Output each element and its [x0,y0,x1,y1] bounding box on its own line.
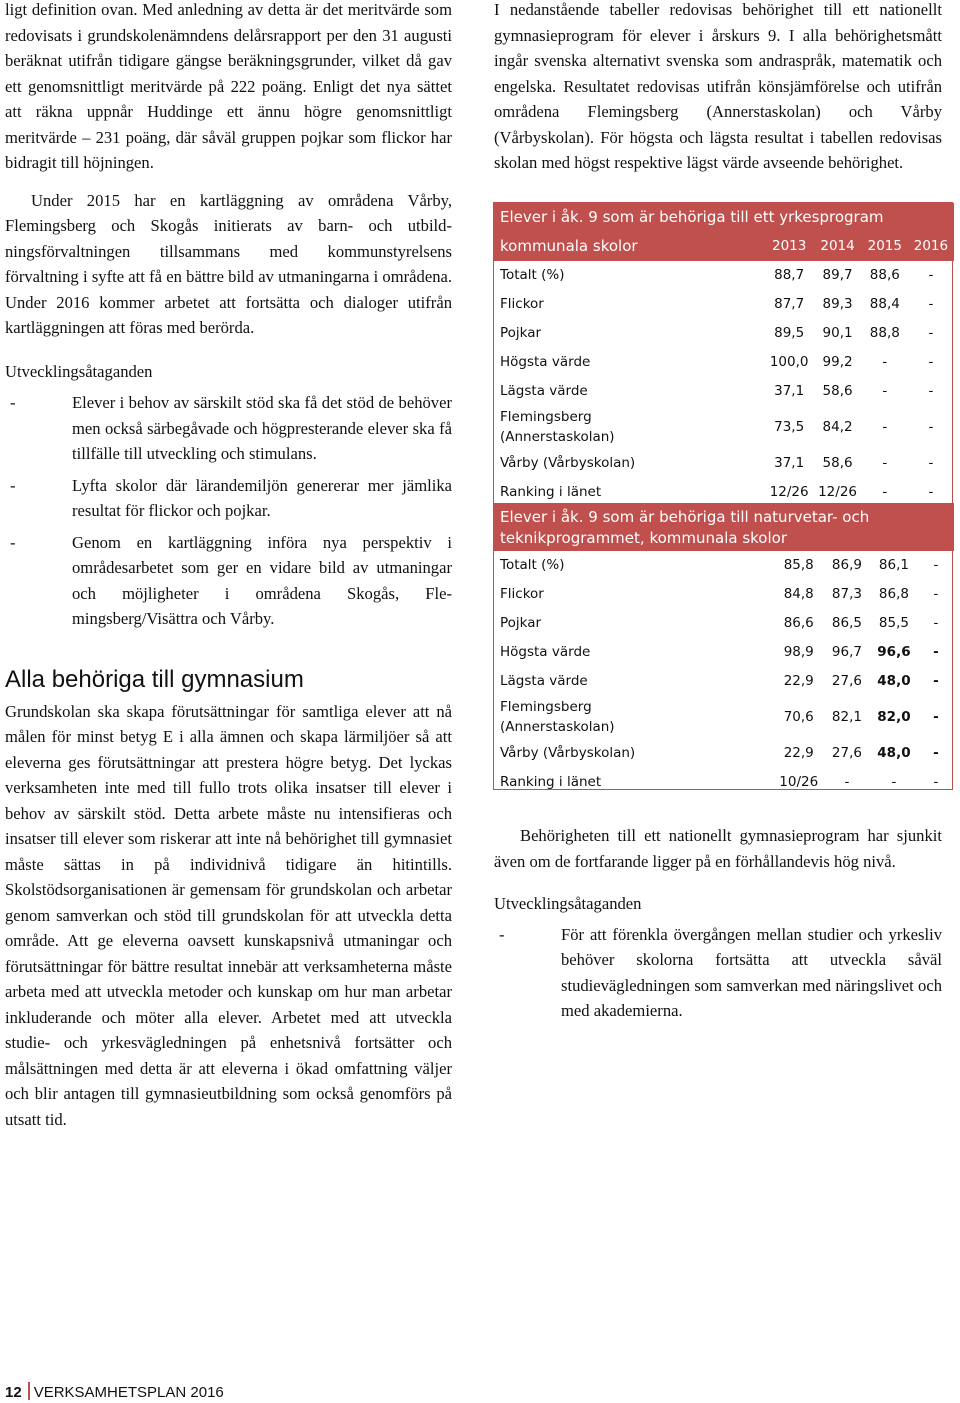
right-subheading: Utvecklingsåtaganden [494,894,642,913]
table-cell: 98,9 [774,638,824,667]
section-title: Alla behöriga till gymnasium [5,665,304,693]
list-item: - Genom en kartläggning införa nya perspektiv i områdesarbetet som ger en vidare bild av utmaningar och möjligheter i områdena Skogås, Flemingsberg/Visättra och Vårby. [10,532,452,628]
table-cell: - [908,406,954,449]
table-cell: 37,1 [765,377,813,406]
table-cell: 10/26 [774,768,824,797]
left-subheading: Utvecklingsåtaganden [5,361,153,381]
table-cell: 88,8 [862,319,908,348]
left-paragraph-1: ligt definition ovan. Med anledning av detta är det meritvärde som redovisats i grundskolenämndens delårsrapport per den 31 augusti beräknat utifrån tidigare gängse beräkningsgrunder, vilket då gav ett genomsnittligt meritvärde på 222 poäng. Enligt det nya sättet att räkna uppnår Huddinge ett ännu högre genomsnittligt meritvärde – 231 poäng, där såväl gruppen pojkar som flickor har bidragit till höjningen. [5,0,452,172]
table-cell: - [918,696,954,739]
year-header: 2014 [813,231,861,261]
list-item-text: För att förenkla övergången mellan studier och yrkesliv behöver skolorna fortsätta att utveckla såväl studievägledningen som samverkan med näringslivet och med akademierna. [561,924,942,1020]
right-column-lower [494,823,942,1024]
table-cell: 84,2 [813,406,861,449]
table-cell: 70,6 [774,696,824,739]
table-cell: 88,6 [862,261,908,290]
row-label: Totalt (%) [494,261,765,290]
page-footer [5,1382,224,1401]
table-cell: - [918,580,954,609]
row-label: Ranking i länet [494,478,765,507]
table-cell: 87,7 [765,290,813,319]
row-label: Flickor [494,290,765,319]
table-subtitle: kommunala skolor [494,231,765,261]
row-label: Flemingsberg (Annerstaskolan) [494,406,765,449]
list-item: - Elever i behov av särskilt stöd ska få det stöd de behöver men också särbegåvade och högpresterande elever ska få tillfälle till utveckling och stimulans. [10,393,452,463]
list-item-text: Genom en kartläggning införa nya perspektiv i områdesarbetet som ger en vidare bild av utmaningar och möjligheter i områdena Skogås, Flemingsberg/Visättra och Vårby. [72,532,452,628]
row-label: Pojkar [494,319,765,348]
table-cell: 22,9 [774,667,824,696]
table-cell: 86,5 [824,609,870,638]
table-cell: 82,1 [824,696,870,739]
right-column [494,0,942,176]
table-cell: - [918,551,954,580]
table-cell: - [870,768,918,797]
table-cell: 86,8 [870,580,918,609]
row-label: Vårby (Vårbyskolan) [494,449,765,478]
right-paragraph-1: I nedanstående tabeller redovisas behörighet till ett nationellt gymnasieprogram för elever i årskurs 9. I alla behörighetsmått ingår svenska alternativt svenska som andraspråk, matematik och engelska. Resultatet redovisas utifrån könsjämförelse och utifrån områdena Flemingsberg (Annerstaskolan) och Vårby (Vårbyskolan). För högsta och lägsta resultat i tabellen redovisas skolan med högst respektive lägst värde avseende behörighet. [494,0,942,172]
table-cell: - [908,449,954,478]
list-item-text: Lyfta skolor där lärandemiljön genererar mer jämlika resultat för flickor och pojkar. [72,475,452,520]
table-cell: 86,9 [824,551,870,580]
list-item: - För att förenkla övergången mellan studier och yrkesliv behöver skolorna fortsätta att utveckla såväl studievägledningen som samverkan med näringslivet och med akademierna. [499,924,942,1020]
table-cell: 85,8 [774,551,824,580]
table-cell: 48,0 [870,739,918,768]
table-cell: 89,7 [813,261,861,290]
table-cell: 22,9 [774,739,824,768]
row-label: Lägsta värde [494,377,765,406]
table-cell: 12/26 [765,478,813,507]
table-cell: - [908,261,954,290]
table-cell: 58,6 [813,377,861,406]
table-cell: 12/26 [813,478,861,507]
list-item-text: Elever i behov av särskilt stöd ska få det stöd de behöver men också särbegåvade och högpresterande elever ska få tillfälle till utveckling och stimulans. [72,393,452,463]
row-label: Lägsta värde [494,667,774,696]
table-cell: 27,6 [824,667,870,696]
left-column [5,0,452,1132]
right-bullet-list [494,922,942,1024]
table-cell: 100,0 [765,348,813,377]
table-cell: 58,6 [813,449,861,478]
table-cell: - [918,667,954,696]
table-cell: - [862,377,908,406]
row-label: Pojkar [494,609,774,638]
table-cell: 89,3 [813,290,861,319]
table-cell: 82,0 [870,696,918,739]
table-cell: 96,6 [870,638,918,667]
table-cell: - [862,449,908,478]
table-cell: - [908,319,954,348]
document-name: VERKSAMHETSPLAN 2016 [33,1384,224,1401]
table-cell: - [908,377,954,406]
table-cell: - [908,290,954,319]
table-cell: 90,1 [813,319,861,348]
table-cell: - [908,348,954,377]
table-cell: 96,7 [824,638,870,667]
table-cell: 84,8 [774,580,824,609]
table-cell: 86,6 [774,609,824,638]
table-cell: 85,5 [870,609,918,638]
row-label: Totalt (%) [494,551,774,580]
page-number: 12 [5,1384,22,1401]
table-cell: - [862,406,908,449]
year-header: 2013 [765,231,813,261]
table-cell: - [824,768,870,797]
row-label: Vårby (Vårbyskolan) [494,739,774,768]
table-cell: - [918,609,954,638]
table-cell: - [862,348,908,377]
left-paragraph-3: Grundskolan ska skapa förutsättningar för samtliga elever att nå målen för minst betyg E i alla ämnen och skapa lärmiljöer så att eleverna ges förutsättningar att prestera högre betyg. Det lyckas verksamheten inte med till fullo trots olika insatser till elever i behov av särskilt stöd. Detta arbete måste nu intensifieras och insatser till elever som riskerar att inte nå behörighet till gymnasiet måste sättas in på individnivå tidigare än hitintills. Skolstödsorganisationen är gemensam för grundskolan och arbetar genom samverkan och stöd till grundskolan för att utveckla detta område. Att ge eleverna oavsett kunskapsnivå utmaningar och förutsättningar för bättre resultat innebär att verksamheterna måste arbeta med att utveckla metoder och kunskap om hur man arbetar inkluderande och möter alla elever. Arbetet med att utveckla studie- och yrkesvägledningen på enhetsnivå fortsätter och målsättningen med detta är att eleverna i ökad omfattning väljer och blir antagen till gymnasieutbildning som också genomförs på utsatt tid. [5,701,452,1129]
table-cell: 27,6 [824,739,870,768]
row-label: Högsta värde [494,348,765,377]
year-header: 2016 [908,231,954,261]
table-title: Elever i åk. 9 som är behöriga till ett yrkesprogram [494,203,954,231]
table-cell: - [908,478,954,507]
table-cell: 99,2 [813,348,861,377]
year-header: 2015 [862,231,908,261]
table-cell: 48,0 [870,667,918,696]
left-bullet-list [5,390,452,632]
table-cell: - [918,638,954,667]
table-title: Elever i åk. 9 som är behöriga till naturvetar- och teknikprogrammet, kommunala skolor [494,503,954,551]
left-paragraph-2: Under 2015 har en kartläggning av områdena Vårby, Flemingsberg och Skogås initierats av barn- och utbildningsförvaltningen tillsammans med kommunstyrelsens förvaltning i syfte att få en bättre bild av utmaningarna i områdena. Under 2016 kommer arbetet att fortsätta och dialoger utifrån kartläggningen att föras med berörda. [5,190,452,337]
right-paragraph-2: Behörigheten till ett nationellt gymnasieprogram har sjunkit även om de fortfarande ligger på en förhållandevis hög nivå. [494,826,942,871]
row-label: Ranking i länet [494,768,774,797]
list-item: - Lyfta skolor där lärandemiljön genererar mer jämlika resultat för flickor och pojkar. [10,475,452,520]
table-cell: 88,7 [765,261,813,290]
table-cell: 86,1 [870,551,918,580]
table-cell: 89,5 [765,319,813,348]
table-cell: - [918,739,954,768]
table-border [493,202,953,790]
table-cell: - [862,478,908,507]
table-cell: 73,5 [765,406,813,449]
row-label: Högsta värde [494,638,774,667]
table-cell: - [918,768,954,797]
table-cell: 37,1 [765,449,813,478]
table-cell: 88,4 [862,290,908,319]
row-label: Flickor [494,580,774,609]
row-label: Flemingsberg (Annerstaskolan) [494,696,774,739]
footer-divider [28,1382,30,1400]
table-cell: 87,3 [824,580,870,609]
